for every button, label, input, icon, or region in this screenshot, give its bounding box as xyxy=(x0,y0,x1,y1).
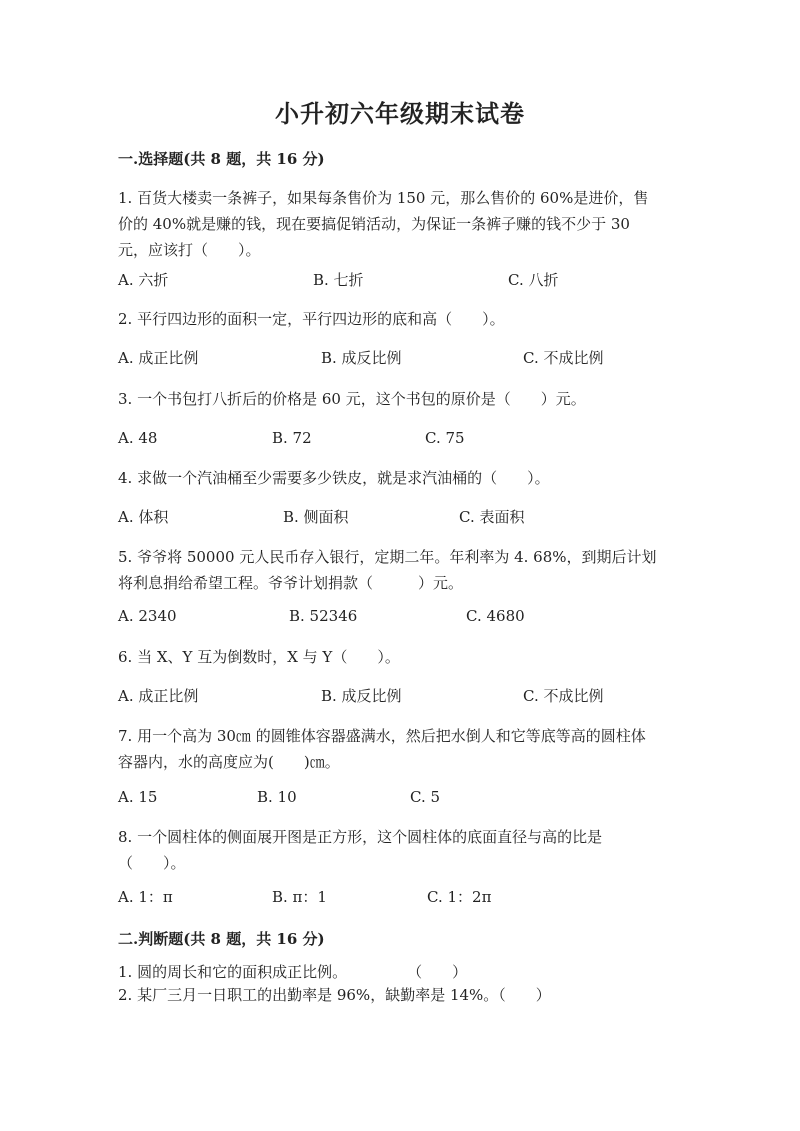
option-b: B. 成反比例 xyxy=(321,687,402,705)
question-7 xyxy=(118,723,683,775)
option-b: B. 侧面积 xyxy=(283,508,349,526)
question-line: 价的 40%就是赚的钱，现在要搞促销活动，为保证一条裤子赚的钱不少于 30 xyxy=(118,215,630,233)
option-c: C. 1：2π xyxy=(427,888,492,906)
option-b: B. 10 xyxy=(257,788,297,806)
question-line: （ ）。 xyxy=(118,854,186,872)
option-a: A. 1：π xyxy=(118,888,173,906)
question-1 xyxy=(118,185,683,263)
question-line: 1. 百货大楼卖一条裤子，如果每条售价为 150 元，那么售价的 60%是进价，售 xyxy=(118,189,649,207)
option-a: A. 15 xyxy=(118,788,158,806)
judgment-list xyxy=(118,961,683,1007)
question-line: 8. 一个圆柱体的侧面展开图是正方形，这个圆柱体的底面直径与高的比是 xyxy=(118,828,603,846)
option-c: C. 八折 xyxy=(508,271,559,289)
option-c: C. 不成比例 xyxy=(523,687,604,705)
question-3 xyxy=(118,386,683,412)
option-b: B. π：1 xyxy=(272,888,327,906)
question-6 xyxy=(118,644,683,670)
judgment-item: 2. 某厂三月一日职工的出勤率是 96%，缺勤率是 14%。（ ） xyxy=(118,986,551,1004)
section-heading-choice: 一.选择题(共 8 题，共 16 分) xyxy=(118,150,325,168)
option-b: B. 七折 xyxy=(313,271,364,289)
question-line: 5. 爷爷将 50000 元人民币存入银行，定期二年。年利率为 4. 68%，到期后计划 xyxy=(118,548,657,566)
question-line: 2. 平行四边形的面积一定，平行四边形的底和高（ ）。 xyxy=(118,310,505,328)
option-b: B. 72 xyxy=(272,429,312,447)
question-line: 容器内，水的高度应为( )㎝。 xyxy=(118,753,340,771)
option-c: C. 75 xyxy=(425,429,465,447)
section-heading-judgment: 二.判断题(共 8 题，共 16 分) xyxy=(118,930,325,948)
question-line: 7. 用一个高为 30㎝ 的圆锥体容器盛满水，然后把水倒人和它等底等高的圆柱体 xyxy=(118,727,646,745)
exam-title: 小升初六年级期末试卷 xyxy=(275,99,525,128)
question-4 xyxy=(118,465,683,491)
question-line: 3. 一个书包打八折后的价格是 60 元，这个书包的原价是（ ）元。 xyxy=(118,390,586,408)
option-c: C. 4680 xyxy=(466,607,525,625)
question-5 xyxy=(118,544,683,596)
question-line: 将利息捐给希望工程。爷爷计划捐款（ ）元。 xyxy=(118,574,464,592)
question-2 xyxy=(118,306,683,332)
option-a: A. 2340 xyxy=(118,607,177,625)
option-a: A. 体积 xyxy=(118,508,169,526)
option-a: A. 成正比例 xyxy=(118,349,199,367)
option-a: A. 六折 xyxy=(118,271,169,289)
question-line: 元，应该打（ ）。 xyxy=(118,241,261,259)
option-a: A. 成正比例 xyxy=(118,687,199,705)
option-c: C. 表面积 xyxy=(459,508,525,526)
question-line: 4. 求做一个汽油桶至少需要多少铁皮，就是求汽油桶的（ ）。 xyxy=(118,469,550,487)
option-c: C. 5 xyxy=(410,788,441,806)
judgment-item: 1. 圆的周长和它的面积成正比例。 （ ） xyxy=(118,963,468,981)
question-line: 6. 当 X、Y 互为倒数时，X 与 Y（ ）。 xyxy=(118,648,400,666)
option-a: A. 48 xyxy=(118,429,158,447)
question-8 xyxy=(118,824,683,876)
option-b: B. 52346 xyxy=(289,607,358,625)
option-c: C. 不成比例 xyxy=(523,349,604,367)
option-b: B. 成反比例 xyxy=(321,349,402,367)
